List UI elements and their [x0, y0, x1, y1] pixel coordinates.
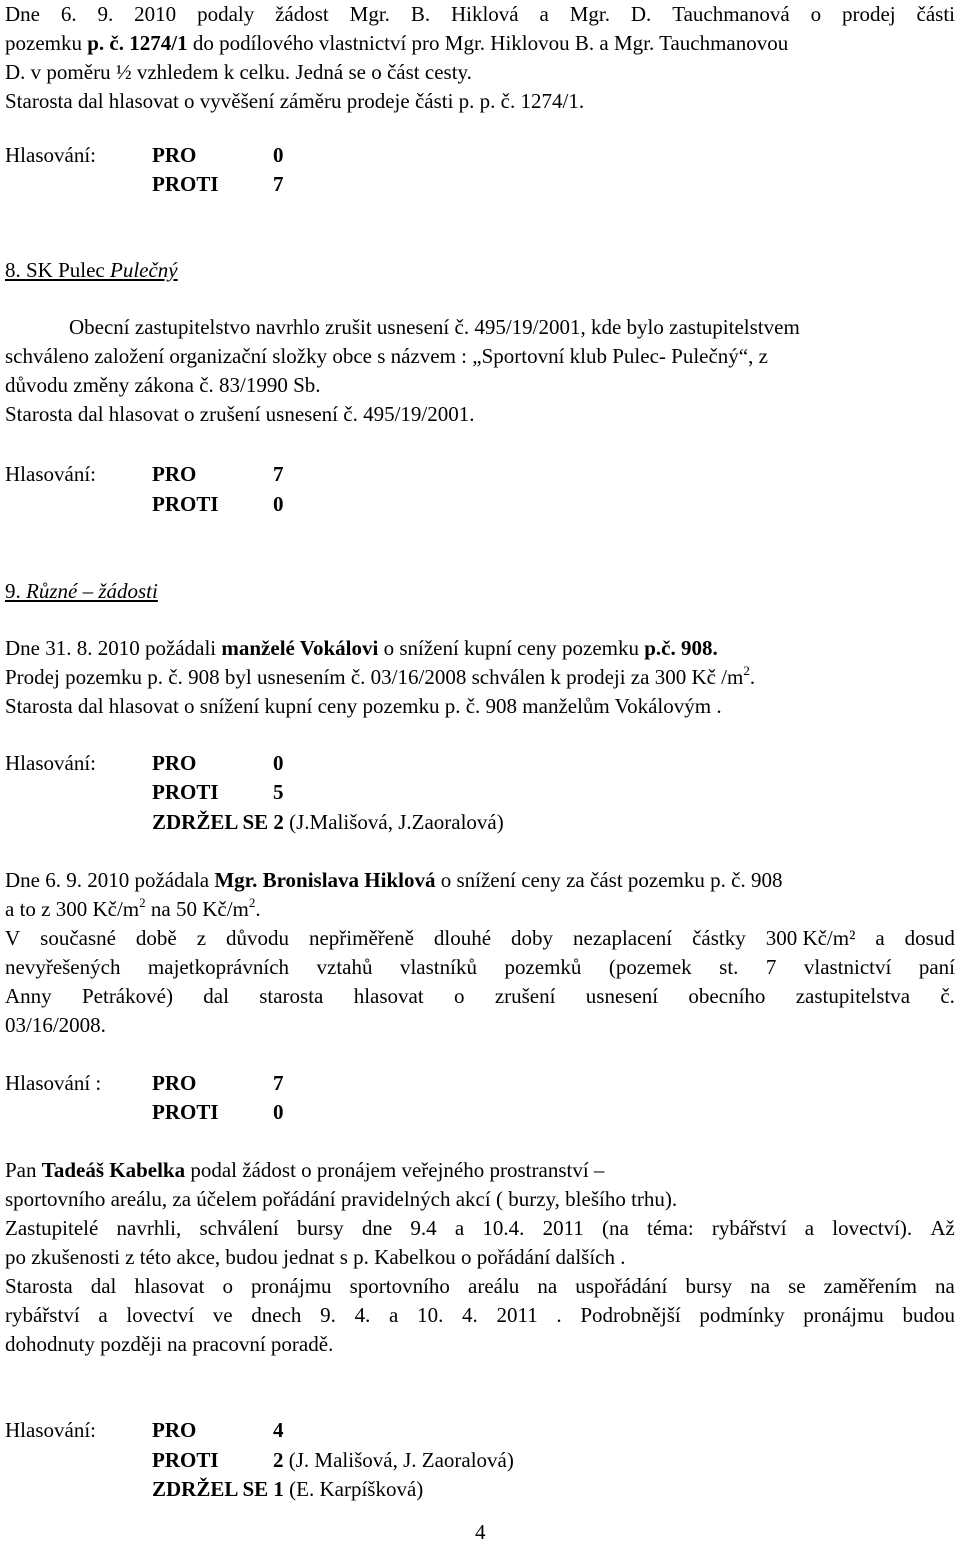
word: a: [389, 1303, 399, 1327]
word: o: [810, 2, 822, 26]
word: ve: [212, 1303, 233, 1327]
p5-line6: [5, 1301, 955, 1330]
word: paní: [918, 955, 955, 979]
vote-proti-value: 5: [273, 780, 284, 804]
p5-line5: [5, 1272, 955, 1301]
word: lovectví: [126, 1303, 195, 1327]
word: Mgr.: [349, 2, 390, 26]
vote3-zdrzel-row: [5, 808, 605, 837]
vote-proti-value: 2 (J. Mališová, J. Zaoralová): [273, 1448, 514, 1472]
word: bursy: [296, 1216, 344, 1240]
vote5-proti-row: [5, 1446, 705, 1475]
vote-proti-key: PROTI: [152, 172, 219, 196]
p4-line4: [5, 953, 955, 982]
word: době: [135, 926, 177, 950]
p4-line2: a to z 300 $Kč/m^2$ na 50 $Kč/m^2$.: [5, 895, 261, 921]
p5-line4: po zkušenosti z této akce, budou jednat s p. Kabelkou o pořádání dalších .: [5, 1245, 626, 1269]
word: (na: [602, 1216, 629, 1240]
word: D.: [630, 2, 652, 26]
vote-label: Hlasování :: [5, 1071, 102, 1095]
vote-pro-value: 7: [273, 1071, 284, 1095]
vote-pro-key: PRO: [152, 462, 197, 486]
vote-proti-value: 0: [273, 1100, 284, 1124]
word: dal: [90, 1274, 117, 1298]
vote-pro-key: PRO: [152, 1071, 197, 1095]
word: 10.4.: [482, 1216, 525, 1240]
word: hlasovat: [353, 984, 424, 1008]
word: .: [556, 1303, 562, 1327]
section-8-heading: 8. SK Pulec Pulečný: [5, 258, 178, 282]
word: 300 Kč/m²: [765, 926, 856, 950]
word: vlastnictví: [803, 955, 892, 979]
p2-line2: schváleno založení organizační složky obce s názvem : „Sportovní klub Pulec- Pulečný“, z: [5, 344, 768, 368]
vote2-proti-row: [5, 490, 405, 519]
vote-zdrzel-key: ZDRŽEL SE 2 (J.Mališová, J.Zaoralová): [152, 810, 504, 834]
word: rybářství: [5, 1303, 80, 1327]
vote-label: Hlasování:: [5, 751, 96, 775]
word: dosud: [904, 926, 955, 950]
word: bursy: [685, 1274, 733, 1298]
vote-proti-value: 0: [273, 492, 284, 516]
vote-proti-value: 7: [273, 172, 284, 196]
word: vlastníků: [399, 955, 477, 979]
word: areálu: [468, 1274, 520, 1298]
vote1-pro-row: [5, 141, 405, 170]
vote5-pro-row: [5, 1416, 705, 1445]
word: dnech: [251, 1303, 302, 1327]
vote3-proti-row: [5, 778, 605, 807]
word: žádost: [275, 2, 329, 26]
word: sportovního: [349, 1274, 450, 1298]
vote-pro-value: 0: [273, 143, 284, 167]
word: 9.4: [410, 1216, 437, 1240]
p2-line4: Starosta dal hlasovat o zrušení usnesení č. 495/19/2001.: [5, 402, 475, 426]
word: části: [916, 2, 955, 26]
vote-zdrzel-key: ZDRŽEL SE 1 (E. Karpíšková): [152, 1477, 424, 1501]
word: starosta: [259, 984, 324, 1008]
vote-pro-key: PRO: [152, 1418, 197, 1442]
p5-line1: Pan Tadeáš Kabelka podal žádost o pronájem veřejného prostranství –: [5, 1158, 605, 1182]
p5-line2: sportovního areálu, za účelem pořádání pravidelných akcí ( burzy, blešího trhu).: [5, 1187, 678, 1211]
word: schválení: [199, 1216, 279, 1240]
p5-line7: dohodnuty později na pracovní poradě.: [5, 1332, 334, 1356]
word: 10.: [417, 1303, 444, 1327]
word: Petrákové): [81, 984, 173, 1008]
word: 2011: [496, 1303, 538, 1327]
word: o: [454, 984, 465, 1008]
vote-pro-key: PRO: [152, 751, 197, 775]
word: doby: [511, 926, 554, 950]
p1-line3: D. v poměru ½ vzhledem k celku. Jedná se o část cesty.: [5, 60, 472, 84]
word: a: [804, 1216, 815, 1240]
p1-line1: [5, 0, 955, 29]
p2-line1: Obecní zastupitelstvo navrhlo zrušit usnesení č. 495/19/2001, kde bylo zastupitelstvem: [69, 315, 800, 339]
vote-pro-key: PRO: [152, 143, 197, 167]
vote-pro-value: 4: [273, 1418, 284, 1442]
p4-line3: [5, 924, 955, 953]
word: hlasovat: [134, 1274, 205, 1298]
vote-label: Hlasování:: [5, 143, 96, 167]
word: nezaplacení: [573, 926, 673, 950]
vote-label: Hlasování:: [5, 462, 96, 486]
p4-line1: Dne 6. 9. 2010 požádala Mgr. Bronislava Hiklová o snížení ceny za část pozemku p. č. 908: [5, 868, 783, 892]
word: Zastupitelé: [5, 1216, 99, 1240]
p3-line3: Starosta dal hlasovat o snížení kupní ceny pozemku p. č. 908 manželům Vokálovým .: [5, 694, 722, 718]
word: o: [222, 1274, 233, 1298]
word: pronájmu: [251, 1274, 332, 1298]
word: Tauchmanová: [672, 2, 790, 26]
word: 2010: [134, 2, 177, 26]
p3-line1: Dne 31. 8. 2010 požádali manželé Vokálovi o snížení kupní ceny pozemku p.č. 908.: [5, 636, 718, 660]
word: dal: [203, 984, 229, 1008]
word: pozemků: [504, 955, 582, 979]
word: a: [875, 926, 885, 950]
word: Dne: [5, 2, 40, 26]
word: rybářství: [711, 1216, 787, 1240]
word: uspořádání: [575, 1274, 668, 1298]
word: 7: [765, 955, 777, 979]
word: 4.: [462, 1303, 478, 1327]
vote2-pro-row: [5, 460, 405, 489]
word: usnesení: [585, 984, 659, 1008]
vote-label: Hlasování:: [5, 1418, 96, 1442]
word: Mgr.: [569, 2, 610, 26]
word: důvodu: [226, 926, 290, 950]
word: navrhli,: [116, 1216, 182, 1240]
p1-line4: Starosta dal hlasovat o vyvěšení záměru prodeje části p. p. č. 1274/1.: [5, 89, 585, 113]
vote-pro-value: 7: [273, 462, 284, 486]
word: na: [935, 1274, 955, 1298]
p4-line5: [5, 982, 955, 1011]
word: Anny: [5, 984, 52, 1008]
word: st.: [719, 955, 739, 979]
word: prodej: [841, 2, 896, 26]
vote3-pro-row: [5, 749, 605, 778]
word: nepřiměřeně: [308, 926, 414, 950]
word: Starosta: [5, 1274, 73, 1298]
word: 6.: [60, 2, 77, 26]
word: 9.: [97, 2, 114, 26]
vote1-proti-row: [5, 170, 405, 199]
section-9-heading: 9. Různé – žádosti: [5, 579, 158, 603]
vote4-pro-row: [5, 1069, 405, 1098]
vote-pro-value: 0: [273, 751, 284, 775]
word: vztahů: [316, 955, 373, 979]
p3-line2: Prodej pozemku p. č. 908 byl usnesením č. 03/16/2008 schválen k prodeji za 300 Kč $/m^2$.: [5, 663, 756, 689]
vote-proti-key: PROTI: [152, 780, 219, 804]
word: a: [454, 1216, 465, 1240]
word: částky: [692, 926, 746, 950]
vote4-proti-row: [5, 1098, 405, 1127]
p1-line2: pozemku p. č. 1274/1 do podílového vlastnictví pro Mgr. Hiklovou B. a Mgr. Tauchmanovou: [5, 31, 789, 55]
vote-proti-key: PROTI: [152, 1100, 219, 1124]
word: zaměřením: [823, 1274, 917, 1298]
word: podaly: [197, 2, 255, 26]
word: budou: [902, 1303, 955, 1327]
vote-proti-key: PROTI: [152, 492, 219, 516]
word: pronájmu: [803, 1303, 884, 1327]
word: Až: [930, 1216, 955, 1240]
vote5-zdrzel-row: [5, 1475, 705, 1504]
word: na: [750, 1274, 771, 1298]
word: majetkoprávních: [147, 955, 290, 979]
word: 9.: [320, 1303, 336, 1327]
word: nevyřešených: [5, 955, 121, 979]
word: se: [788, 1274, 806, 1298]
word: Hiklová: [450, 2, 519, 26]
word: podmínky: [699, 1303, 785, 1327]
word: č.: [940, 984, 955, 1008]
word: dne: [361, 1216, 393, 1240]
vote-proti-key: PROTI: [152, 1448, 219, 1472]
word: na: [537, 1274, 558, 1298]
p5-line3: [5, 1214, 955, 1243]
word: zastupitelstva: [795, 984, 911, 1008]
word: 4.: [354, 1303, 371, 1327]
word: 2011: [542, 1216, 584, 1240]
word: a: [539, 2, 549, 26]
word: (pozemek: [608, 955, 692, 979]
word: B.: [410, 2, 431, 26]
word: lovectví).: [832, 1216, 913, 1240]
word: Podrobnější: [580, 1303, 681, 1327]
word: zrušení: [494, 984, 556, 1008]
word: současné: [40, 926, 116, 950]
word: a: [98, 1303, 108, 1327]
word: téma:: [647, 1216, 694, 1240]
page-number: 4: [475, 1520, 486, 1544]
word: dlouhé: [433, 926, 492, 950]
p4-line6: 03/16/2008.: [5, 1013, 106, 1037]
word: V: [5, 926, 21, 950]
word: obecního: [688, 984, 766, 1008]
p2-line3: důvodu změny zákona č. 83/1990 Sb.: [5, 373, 321, 397]
word: z: [196, 926, 207, 950]
